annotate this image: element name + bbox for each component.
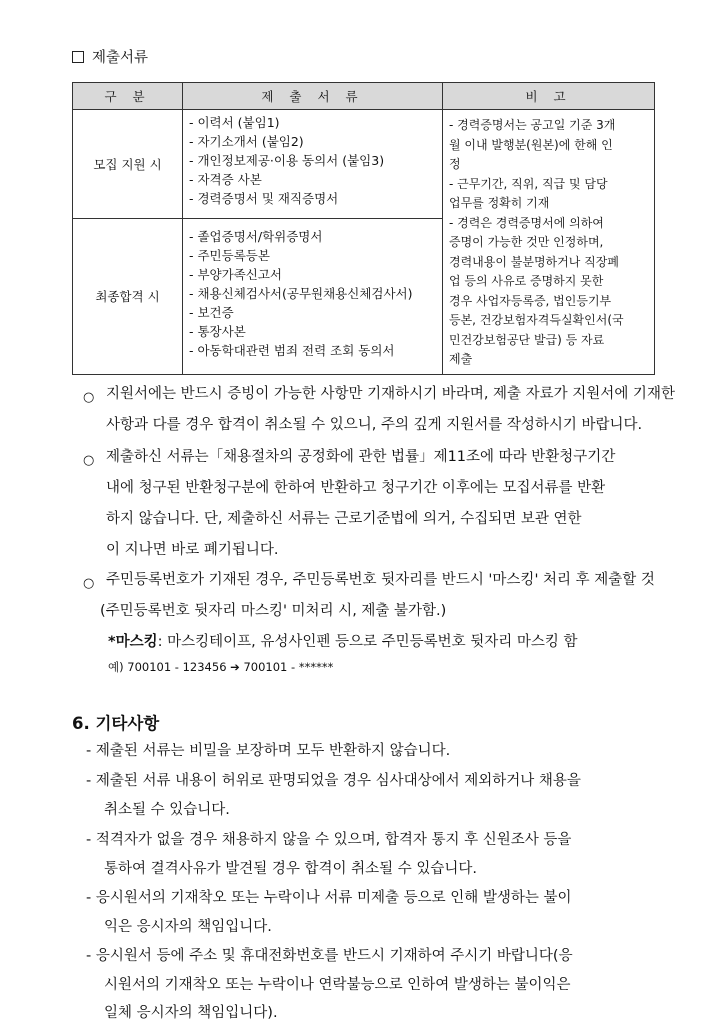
example-before: 예) 700101 - 123456: [108, 660, 227, 674]
notice-line: (주민등록번호 뒷자리 마스킹' 미처리 시, 제출 불가함.): [100, 603, 447, 619]
remark-line: 경우 사업자등록증, 법인등기부: [449, 293, 612, 308]
remark-line: - 근무기간, 직위, 직급 및 담당: [449, 176, 608, 191]
list-item-cont: 익은 응시자의 책임입니다.: [104, 919, 272, 935]
list-item: - 경력증명서 및 재직증명서: [189, 191, 339, 206]
list-item: - 응시원서 등에 주소 및 휴대전화번호를 반드시 기재하여 주시기 바랍니다(응: [86, 948, 573, 964]
list-item: - 채용신체검사서(공무원채용신체검사서): [189, 286, 413, 302]
list-item: - 보건증: [189, 305, 234, 321]
remark-line: 업무를 정확히 기재: [449, 196, 550, 210]
list-item: - 자격증 사본: [189, 172, 262, 187]
notice-line: 지원서에는 반드시 증빙이 가능한 사항만 기재하시기 바라며, 제출 자료가 지원서에 기재한: [106, 386, 675, 402]
masking-text: : 마스킹테이프, 유성사인펜 등으로 주민등록번호 뒷자리 마스킹 함: [157, 634, 578, 650]
remark-line: 민건강보험공단 발급) 등 자료: [449, 332, 605, 347]
list-item: - 개인정보제공·이용 동의서 (붙임3): [189, 153, 385, 168]
row-category: 최종합격 시: [73, 219, 183, 374]
section-title: [72, 46, 148, 67]
list-item: - 적격자가 없을 경우 채용하지 않을 수 있으며, 합격자 통지 후 신원조사 등을: [86, 832, 572, 848]
remark-line: 제출: [449, 352, 473, 366]
list-item: - 졸업증명서/학위증명서: [189, 229, 323, 245]
remark-line: 증명이 가능한 것만 인정하며,: [449, 235, 604, 249]
documents-list: [183, 219, 443, 374]
section6-title: 6. 기타사항: [72, 714, 160, 733]
row-category: 모집 지원 시: [73, 110, 183, 219]
list-item-cont: 취소될 수 있습니다.: [104, 802, 230, 818]
header-remarks: 비 고: [443, 83, 655, 110]
checkbox-square-icon: [72, 51, 84, 63]
table-row: [73, 110, 655, 219]
notice-line: 이 지나면 바로 폐기됩니다.: [106, 542, 279, 558]
notice-line: 제출하신 서류는「채용절차의 공정화에 관한 법률」제11조에 따라 반환청구기간: [106, 449, 616, 465]
list-item: - 이력서 (붙임1): [189, 115, 280, 130]
masking-example: [108, 653, 333, 682]
list-item: - 제출된 서류 내용이 허위로 판명되었을 경우 심사대상에서 제외하거나 채용을: [86, 773, 581, 789]
remark-line: 업 등의 사유로 증명하지 못한: [449, 274, 604, 288]
remark-line: 등본, 건강보험자격득실확인서(국: [449, 313, 624, 327]
list-item: - 주민등록등본: [189, 248, 270, 264]
section-title-text: 제출서류: [92, 50, 149, 66]
list-item-cont: 일체 응시자의 책임입니다).: [104, 1005, 278, 1021]
example-after: 700101 - ******: [243, 660, 334, 674]
list-item: - 제출된 서류는 비밀을 보장하며 모두 반환하지 않습니다.: [86, 743, 451, 759]
list-item: - 아동학대관련 범죄 전력 조회 동의서: [189, 343, 395, 359]
documents-list: [183, 110, 443, 219]
circle-bullet-icon: ○: [83, 576, 95, 591]
list-item-cont: 시원서의 기재착오 또는 누락이나 연락불능으로 인하여 발생하는 불이익은: [104, 977, 571, 993]
right-arrow-icon: ➔: [230, 660, 240, 674]
remark-line: - 경력은 경력증명서에 의하여: [449, 215, 604, 230]
notice-line: 하지 않습니다. 단, 제출하신 서류는 근로기준법에 의거, 수집되면 보관 연한: [106, 511, 582, 527]
remark-line: 월 이내 발행분(원본)에 한해 인: [449, 137, 613, 152]
table-header-row: [73, 83, 655, 110]
list-item: - 응시원서의 기재착오 또는 누락이나 서류 미제출 등으로 인해 발생하는 불이: [86, 890, 572, 906]
list-item: - 자기소개서 (붙임2): [189, 134, 304, 149]
circle-bullet-icon: ○: [83, 453, 95, 468]
notice-line: 내에 청구된 반환청구분에 한하여 반환하고 청구기간 이후에는 모집서류를 반환: [106, 480, 606, 496]
remark-line: 정: [449, 157, 461, 171]
header-documents: 제 출 서 류: [183, 83, 443, 110]
remark-line: 경력내용이 불분명하거나 직장폐: [449, 254, 619, 269]
list-item: - 통장사본: [189, 324, 246, 340]
notice-line: 사항과 다를 경우 합격이 취소될 수 있으니, 주의 깊게 지원서를 작성하시기 바랍니다.: [106, 417, 643, 433]
circle-bullet-icon: ○: [83, 390, 95, 405]
remark-line: - 경력증명서는 공고일 기준 3개: [449, 118, 616, 132]
list-item-cont: 통하여 결격사유가 발견될 경우 합격이 취소될 수 있습니다.: [104, 861, 478, 877]
masking-label: *마스킹: [108, 634, 158, 650]
list-item: - 부양가족신고서: [189, 267, 283, 283]
documents-table: [72, 82, 655, 375]
remarks-cell: [443, 110, 655, 375]
header-category: 구 분: [73, 83, 183, 110]
notice-line: 주민등록번호가 기재된 경우, 주민등록번호 뒷자리를 반드시 '마스킹' 처리 후 제출할 것: [106, 572, 655, 588]
